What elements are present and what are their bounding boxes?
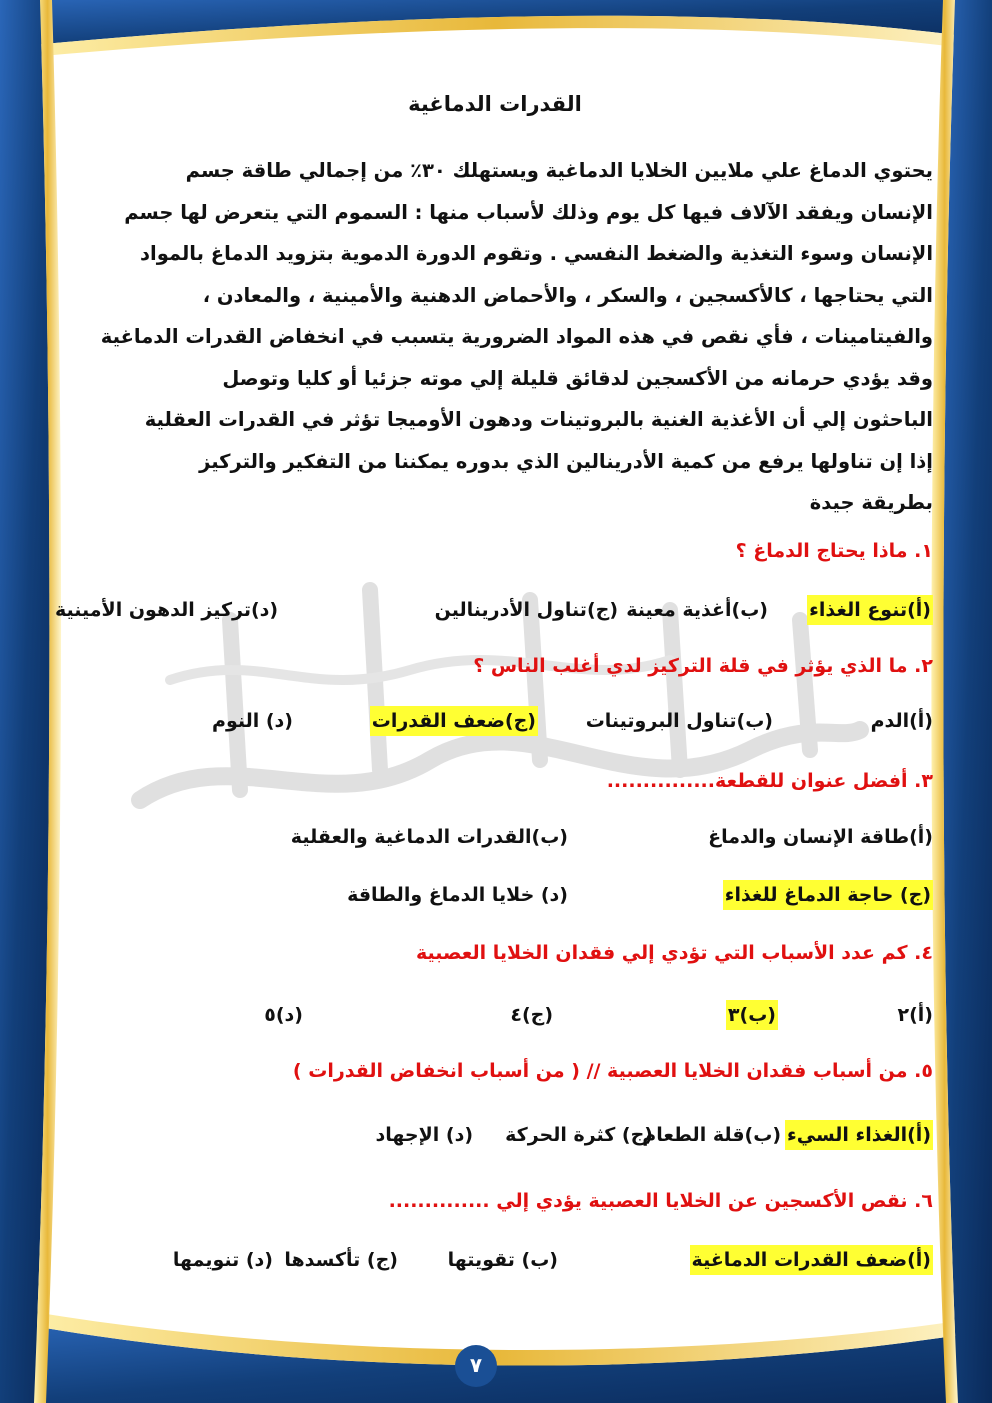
option-a: (أ)٢ <box>897 1004 933 1026</box>
option-a: (أ)الدم <box>870 710 933 732</box>
option-d: (د) خلايا الدماغ والطاقة <box>347 884 568 906</box>
question-1: ١. ماذا يحتاج الدماغ ؟ <box>735 540 933 562</box>
option-b: (ب)القدرات الدماغية والعقلية <box>290 826 568 848</box>
question-3-options-row2 <box>55 880 933 914</box>
option-d: (د) الإجهاد <box>375 1124 473 1146</box>
question-3: ٣. أفضل عنوان للقطعة............... <box>606 770 933 792</box>
option-d: (د)٥ <box>264 1004 303 1026</box>
question-4-options <box>55 1000 933 1034</box>
option-a: (أ)تنوع الغذاء <box>807 595 933 625</box>
page-number: ٧ <box>455 1345 497 1387</box>
question-6: ٦. نقص الأكسجين عن الخلايا العصبية يؤدي إلي .............. <box>388 1190 933 1212</box>
option-a: (أ)الغذاء السيء <box>785 1120 933 1150</box>
option-a: (أ)ضعف القدرات الدماغية <box>690 1245 933 1275</box>
passage-line: والفيتامينات ، فأي نقص في هذه المواد الضرورية يتسبب في انخفاض القدرات الدماغية <box>100 325 933 348</box>
question-2-options <box>55 706 933 740</box>
option-b: (ب)٣ <box>726 1000 778 1030</box>
passage-line: يحتوي الدماغ علي ملايين الخلايا الدماغية ويستهلك ٣٠٪ من إجمالي طاقة جسم <box>185 159 933 182</box>
option-d: (د) النوم <box>212 710 293 732</box>
question-4: ٤. كم عدد الأسباب التي تؤدي إلي فقدان الخلايا العصبية <box>415 942 933 964</box>
passage-line: إذا إن تناولها يرفع من كمية الأدرينالين الذي بدوره يمكننا من التفكير والتركيز <box>199 449 933 473</box>
question-2: ٢. ما الذي يؤثر في قلة التركيز لدي أغلب الناس ؟ <box>473 655 933 677</box>
passage-line: التي يحتاجها ، كالأكسجين ، والسكر ، والأحماض الدهنية والأمينية ، والمعادن ، <box>202 283 933 307</box>
passage-line: الإنسان ويفقد الآلاف فيها كل يوم وذلك لأسباب منها : السموم التي يتعرض لها جسم <box>124 200 933 224</box>
question-3-options-row1 <box>55 822 933 856</box>
passage-line: الإنسان وسوء التغذية والضغط النفسي . وتقوم الدورة الدموية بتزويد الدماغ بالمواد <box>140 242 933 265</box>
option-c: (ج)ضعف القدرات <box>370 706 538 736</box>
passage-line: الباحثون إلي أن الأغذية الغنية بالبروتينات ودهون الأوميجا تؤثر في القدرات العقلية <box>144 408 933 431</box>
question-6-options <box>55 1245 933 1279</box>
option-c: (ج) كثرة الحركة <box>505 1124 653 1146</box>
option-c: (ج)٤ <box>510 1004 553 1026</box>
option-a: (أ)طاقة الإنسان والدماغ <box>708 826 933 848</box>
option-c: (ج)تناول الأدرينالين <box>434 599 618 621</box>
option-b: (ب) تقويتها <box>447 1249 558 1271</box>
passage-line: وقد يؤدي حرمانه من الأكسجين لدقائق قليلة إلي موته جزئيا أو كليا وتوصل <box>222 366 933 390</box>
option-b: (ب)قلة الطعام <box>642 1124 781 1146</box>
reading-passage <box>55 150 933 524</box>
question-1-options <box>55 595 933 629</box>
question-5: ٥. من أسباب فقدان الخلايا العصبية // ( من أسباب انخفاض القدرات ) <box>292 1060 933 1082</box>
option-c: (ج) تأكسدها <box>284 1249 398 1271</box>
option-d: (د) تنويمها <box>172 1249 273 1271</box>
worksheet-page <box>55 70 935 1330</box>
passage-line: بطريقة جيدة <box>809 491 933 514</box>
page-title: القدرات الدماغية <box>408 92 582 116</box>
option-b: (ب)تناول البروتينات <box>585 710 773 732</box>
option-c: (ج) حاجة الدماغ للغذاء <box>723 880 933 910</box>
option-b: (ب)أغذية معينة <box>626 599 768 621</box>
option-d: (د)تركيز الدهون الأمينية <box>55 599 279 621</box>
question-5-options <box>55 1120 933 1154</box>
